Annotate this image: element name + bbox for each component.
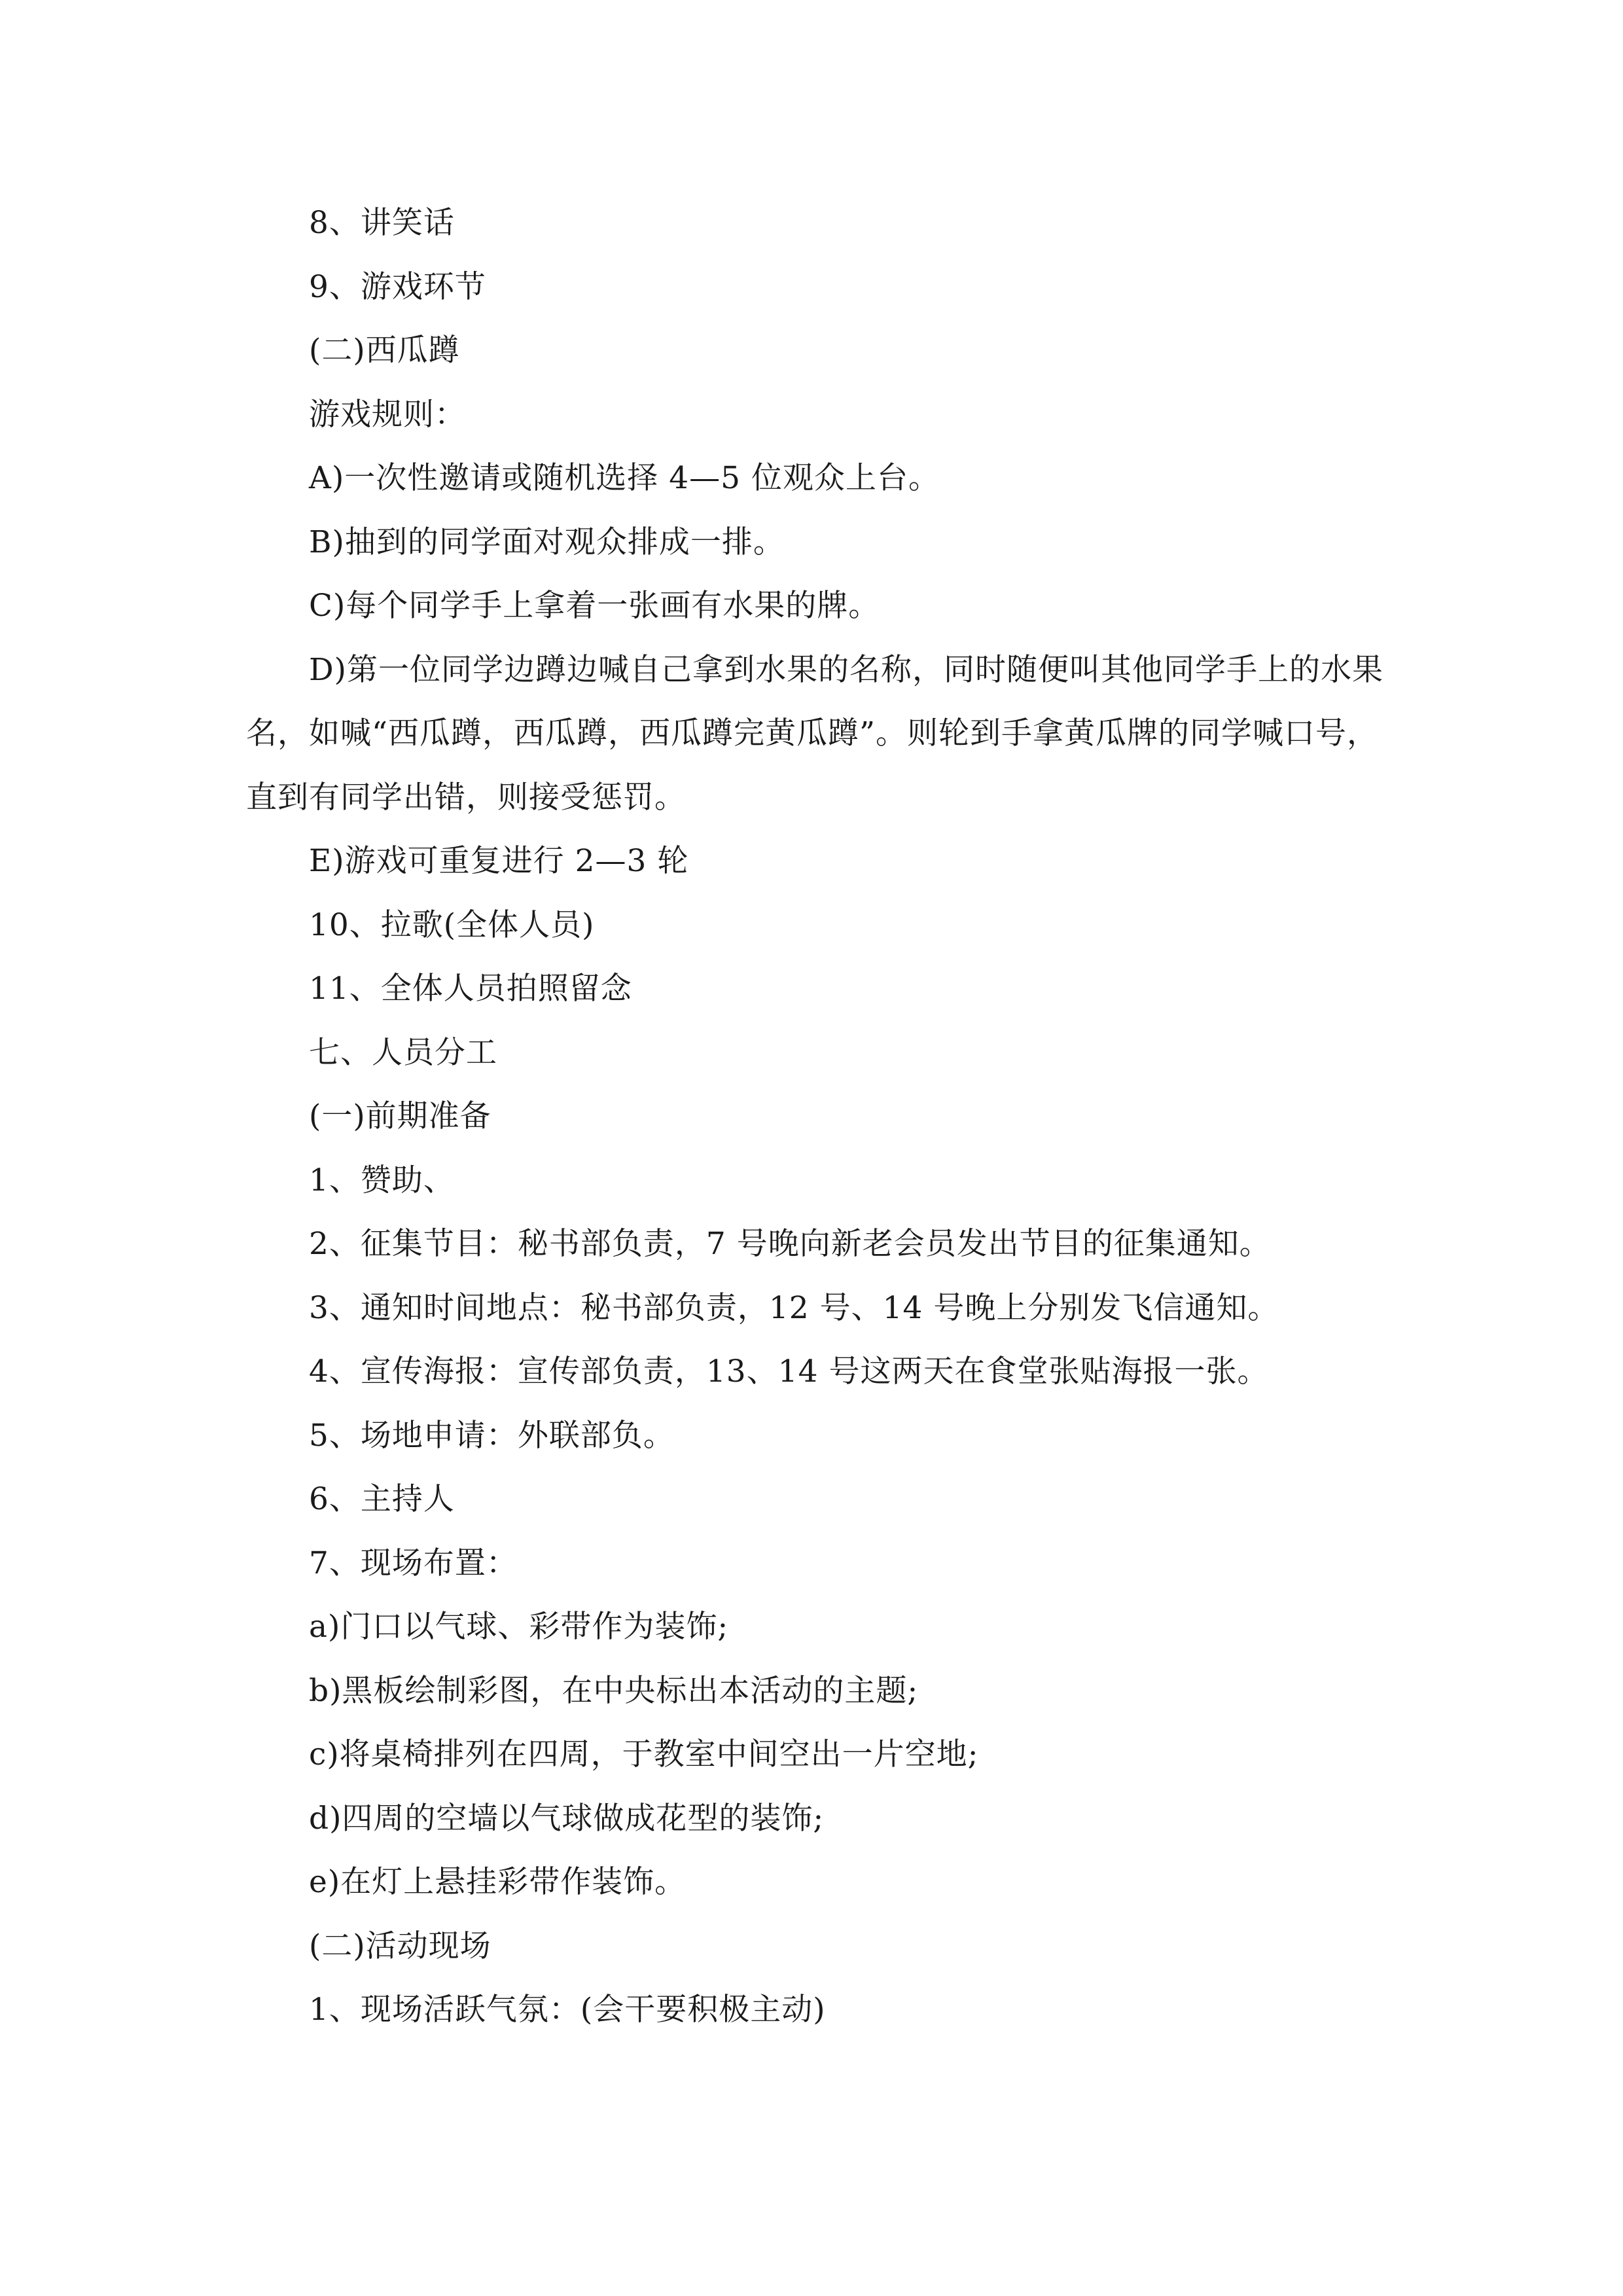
prep-venue-decoration: 7、现场布置： bbox=[309, 1545, 518, 1581]
item-group-photo: 11、全体人员拍照留念 bbox=[309, 971, 632, 1007]
decoration-e: e)在灯上悬挂彩带作装饰。 bbox=[309, 1864, 687, 1900]
rule-b: B)抽到的同学面对观众排成一排。 bbox=[309, 524, 785, 560]
prep-collect-programs: 2、征集节目：秘书部负责，7 号晚向新老会员发出节目的征集通知。 bbox=[309, 1226, 1271, 1262]
item-tell-jokes: 8、讲笑话 bbox=[309, 205, 455, 241]
rule-a: A)一次性邀请或随机选择 4—5 位观众上台。 bbox=[309, 460, 940, 496]
prep-posters: 4、宣传海报：宣传部负责，13、14 号这两天在食堂张贴海报一张。 bbox=[309, 1354, 1269, 1390]
decoration-b: b)黑板绘制彩图，在中央标出本活动的主题; bbox=[309, 1672, 919, 1709]
decoration-c: c)将桌椅排列在四周，于教室中间空出一片空地; bbox=[309, 1736, 979, 1772]
prep-sponsorship: 1、赞助、 bbox=[309, 1162, 455, 1198]
item-game-section: 9、游戏环节 bbox=[309, 268, 486, 305]
prep-venue-application: 5、场地申请：外联部负。 bbox=[309, 1417, 675, 1454]
prep-notify-time-place: 3、通知时间地点：秘书部负责，12 号、14 号晚上分别发飞信通知。 bbox=[309, 1289, 1279, 1326]
subheading-watermelon-squat: (二)西瓜蹲 bbox=[309, 332, 460, 368]
rule-d: D)第一位同学边蹲边喊自己拿到水果的名称，同时随便叫其他同学手上的水果名，如喊“西瓜蹲，西瓜蹲，西瓜蹲完黄瓜蹲”。则轮到手拿黄瓜牌的同学喊口号，直到有同学出错，则接受惩罚。 bbox=[246, 651, 1384, 816]
game-rules-heading: 游戏规则： bbox=[309, 396, 466, 433]
rule-c: C)每个同学手上拿着一张画有水果的牌。 bbox=[309, 588, 880, 624]
decoration-a: a)门口以气球、彩带作为装饰; bbox=[309, 1609, 729, 1645]
document-body bbox=[246, 191, 1385, 2042]
prep-host: 6、主持人 bbox=[309, 1481, 455, 1517]
subheading-event-site: (二)活动现场 bbox=[309, 1928, 491, 1964]
subheading-preparation: (一)前期准备 bbox=[309, 1098, 491, 1134]
section-staff-assignment: 七、人员分工 bbox=[309, 1034, 497, 1071]
decoration-d: d)四周的空墙以气球做成花型的装饰; bbox=[309, 1800, 825, 1837]
site-atmosphere: 1、现场活跃气氛：(会干要积极主动) bbox=[309, 1992, 826, 2028]
rule-e: E)游戏可重复进行 2—3 轮 bbox=[309, 843, 689, 879]
item-song-contest: 10、拉歌(全体人员) bbox=[309, 906, 595, 943]
